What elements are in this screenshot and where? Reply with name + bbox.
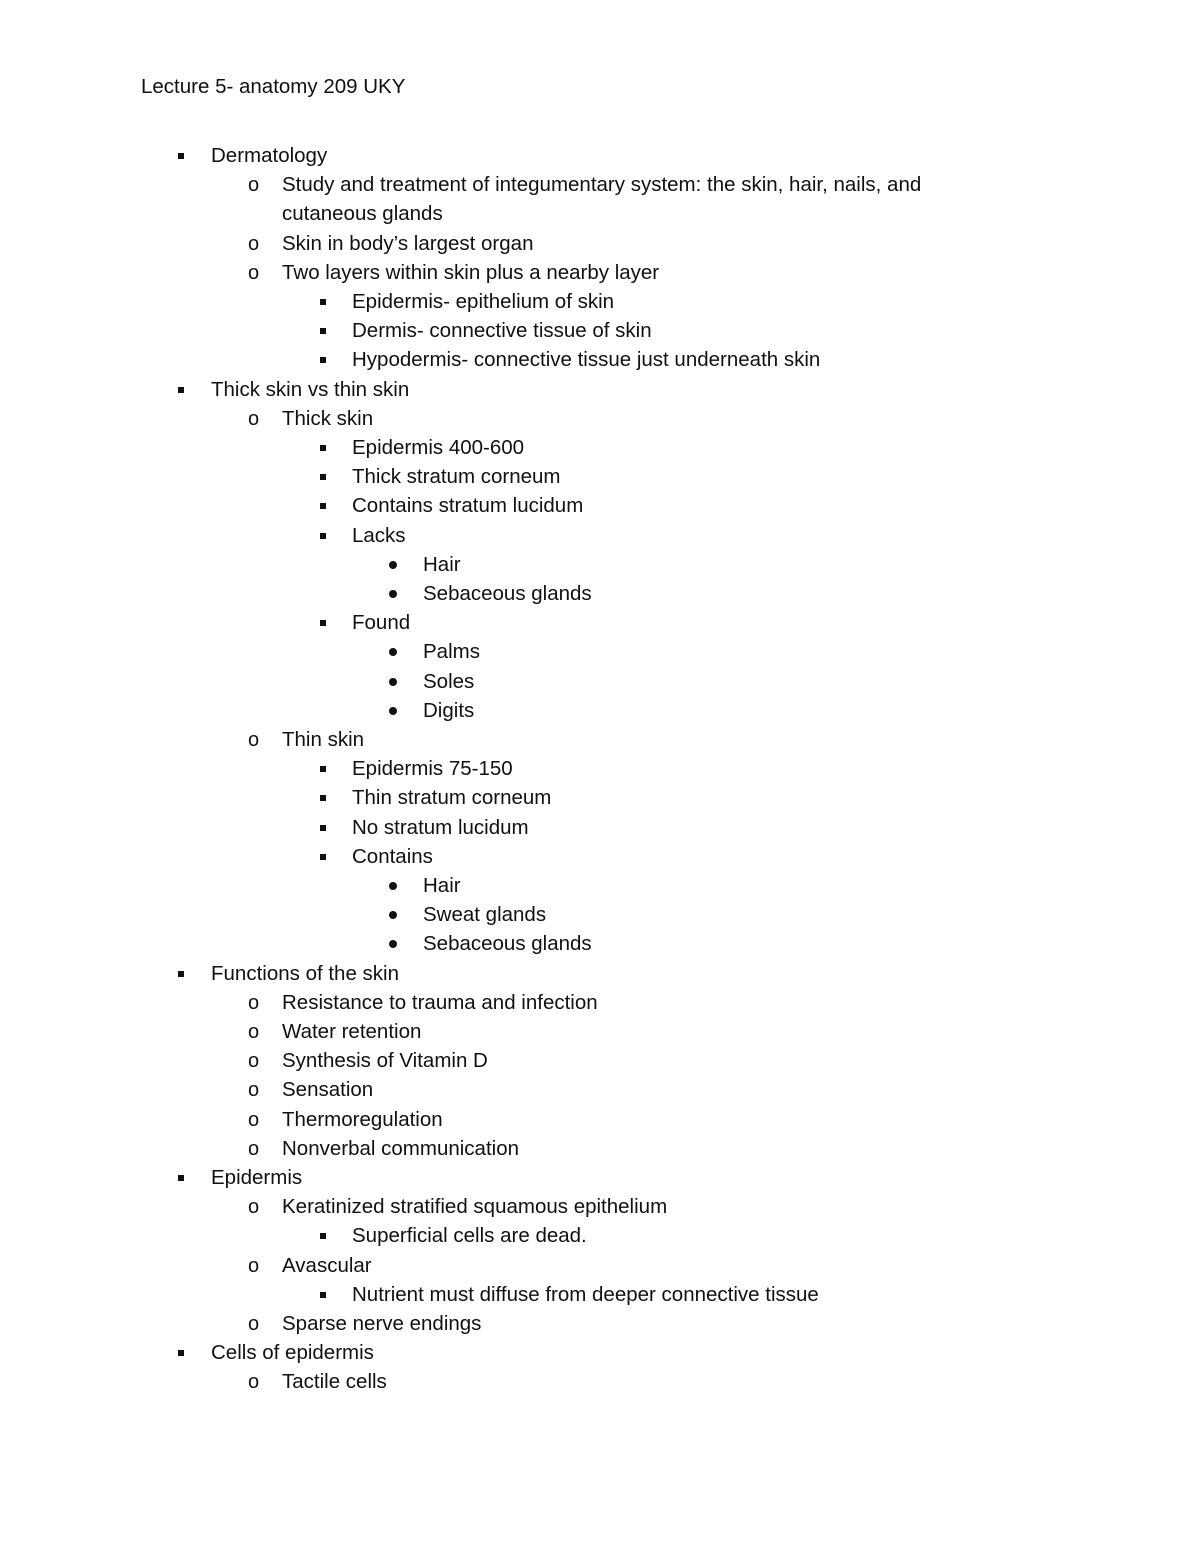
outline-item [0, 1310, 1200, 1338]
outline-item [0, 989, 1200, 1017]
outline-item [0, 668, 1200, 696]
outline-item-text: No stratum lucidum [352, 816, 529, 839]
square-bullet-icon [320, 299, 326, 305]
dot-bullet-icon [389, 707, 397, 715]
circle-bullet-icon: o [248, 1109, 260, 1131]
outline-item-text: Nonverbal communication [282, 1137, 520, 1160]
outline-item [0, 697, 1200, 725]
outline-item-text: Sebaceous glands [423, 582, 592, 605]
outline-item [0, 1222, 1200, 1250]
outline-item [0, 609, 1200, 637]
outline-item [0, 434, 1200, 462]
square-bullet-icon [320, 445, 326, 451]
square-bullet-icon [178, 971, 184, 977]
outline-item-text: Synthesis of Vitamin D [282, 1049, 488, 1072]
square-bullet-icon [320, 1292, 326, 1298]
square-bullet-icon [320, 474, 326, 480]
circle-bullet-icon: o [248, 1371, 260, 1393]
outline-item [0, 843, 1200, 871]
outline-item-text: Digits [423, 699, 475, 722]
outline-item-text: Resistance to trauma and infection [282, 991, 598, 1014]
dot-bullet-icon [389, 882, 397, 890]
outline-item [0, 901, 1200, 929]
dot-bullet-icon [389, 940, 397, 948]
dot-bullet-icon [389, 648, 397, 656]
outline-item [0, 1106, 1200, 1134]
outline-item-text: Contains [352, 845, 433, 868]
outline-item [0, 1368, 1200, 1396]
outline-item-text: Sensation [282, 1078, 374, 1101]
document-title: Lecture 5- anatomy 209 UKY [141, 75, 406, 98]
outline-item-text: Hair [423, 553, 461, 576]
outline-item [0, 1135, 1200, 1163]
square-bullet-icon [320, 357, 326, 363]
square-bullet-icon [320, 825, 326, 831]
square-bullet-icon [178, 387, 184, 393]
outline-item-text: Lacks [352, 524, 406, 547]
outline-item [0, 200, 1200, 228]
outline-item-text: Palms [423, 640, 480, 663]
circle-bullet-icon: o [248, 729, 260, 751]
outline-item-text: Sparse nerve endings [282, 1312, 482, 1335]
circle-bullet-icon: o [248, 1079, 260, 1101]
outline-item [0, 784, 1200, 812]
circle-bullet-icon: o [248, 233, 260, 255]
square-bullet-icon [320, 1233, 326, 1239]
square-bullet-icon [320, 503, 326, 509]
outline-item [0, 288, 1200, 316]
outline-item [0, 1252, 1200, 1280]
square-bullet-icon [320, 533, 326, 539]
outline-item-text: Dermatology [211, 144, 328, 167]
outline-item [0, 1339, 1200, 1367]
outline-item-text: Dermis- connective tissue of skin [352, 319, 652, 342]
outline-item-text: Two layers within skin plus a nearby layer [282, 261, 660, 284]
outline-item [0, 638, 1200, 666]
outline-item [0, 726, 1200, 754]
outline-item [0, 1164, 1200, 1192]
outline-item-text: Epidermis [211, 1166, 303, 1189]
circle-bullet-icon: o [248, 408, 260, 430]
square-bullet-icon [320, 766, 326, 772]
outline-item [0, 171, 1200, 199]
outline-item [0, 492, 1200, 520]
circle-bullet-icon: o [248, 174, 260, 196]
outline-item-text: Soles [423, 670, 475, 693]
outline-item-text: Hypodermis- connective tissue just underneath skin [352, 348, 821, 371]
outline-item [0, 1076, 1200, 1104]
outline-item [0, 755, 1200, 783]
outline-item [0, 142, 1200, 170]
circle-bullet-icon: o [248, 992, 260, 1014]
outline-item [0, 405, 1200, 433]
outline-item [0, 376, 1200, 404]
square-bullet-icon [320, 795, 326, 801]
square-bullet-icon [320, 620, 326, 626]
outline-item-text: Water retention [282, 1020, 422, 1043]
outline-item-text: Keratinized stratified squamous epithelium [282, 1195, 668, 1218]
outline-item-text: Superficial cells are dead. [352, 1224, 587, 1247]
outline-item-text: Functions of the skin [211, 962, 400, 985]
circle-bullet-icon: o [248, 1196, 260, 1218]
outline-item [0, 930, 1200, 958]
circle-bullet-icon: o [248, 1138, 260, 1160]
outline-item [0, 872, 1200, 900]
circle-bullet-icon: o [248, 1021, 260, 1043]
square-bullet-icon [178, 1350, 184, 1356]
outline-item-text: Sweat glands [423, 903, 547, 926]
outline-item-text: Cells of epidermis [211, 1341, 374, 1364]
dot-bullet-icon [389, 678, 397, 686]
outline-item-text: Sebaceous glands [423, 932, 592, 955]
outline-item [0, 580, 1200, 608]
outline-item-text: Thin skin [282, 728, 365, 751]
outline-item-text: Nutrient must diffuse from deeper connective tissue [352, 1283, 819, 1306]
outline-item [0, 1193, 1200, 1221]
outline-item-text: Epidermis 75-150 [352, 757, 513, 780]
dot-bullet-icon [389, 590, 397, 598]
outline-item-text: Epidermis 400-600 [352, 436, 525, 459]
circle-bullet-icon: o [248, 1313, 260, 1335]
outline-item-text: Thick skin [282, 407, 374, 430]
outline-item-text: Contains stratum lucidum [352, 494, 584, 517]
circle-bullet-icon: o [248, 262, 260, 284]
square-bullet-icon [320, 328, 326, 334]
outline-item [0, 1281, 1200, 1309]
outline-item-text: Thick stratum corneum [352, 465, 561, 488]
outline-item [0, 1018, 1200, 1046]
outline-item [0, 1047, 1200, 1075]
outline-item-text: Study and treatment of integumentary system: the skin, hair, nails, and [282, 173, 922, 196]
outline-item-text: Thin stratum corneum [352, 786, 552, 809]
outline-item [0, 522, 1200, 550]
outline-item-text: Avascular [282, 1254, 372, 1277]
dot-bullet-icon [389, 911, 397, 919]
square-bullet-icon [178, 1175, 184, 1181]
outline-item-text: Thermoregulation [282, 1108, 443, 1131]
outline-item [0, 346, 1200, 374]
outline-item [0, 463, 1200, 491]
outline-item [0, 551, 1200, 579]
circle-bullet-icon: o [248, 1255, 260, 1277]
outline-item-text: Hair [423, 874, 461, 897]
outline-item-text: Tactile cells [282, 1370, 387, 1393]
outline-item-text: cutaneous glands [282, 202, 443, 225]
outline-item-text: Skin in body’s largest organ [282, 232, 534, 255]
outline-item-text: Epidermis- epithelium of skin [352, 290, 615, 313]
outline-item [0, 259, 1200, 287]
outline-item [0, 230, 1200, 258]
outline-item-text: Found [352, 611, 411, 634]
outline-item [0, 317, 1200, 345]
outline-item-text: Thick skin vs thin skin [211, 378, 410, 401]
square-bullet-icon [320, 854, 326, 860]
outline-item [0, 814, 1200, 842]
square-bullet-icon [178, 153, 184, 159]
outline-item [0, 960, 1200, 988]
circle-bullet-icon: o [248, 1050, 260, 1072]
dot-bullet-icon [389, 561, 397, 569]
